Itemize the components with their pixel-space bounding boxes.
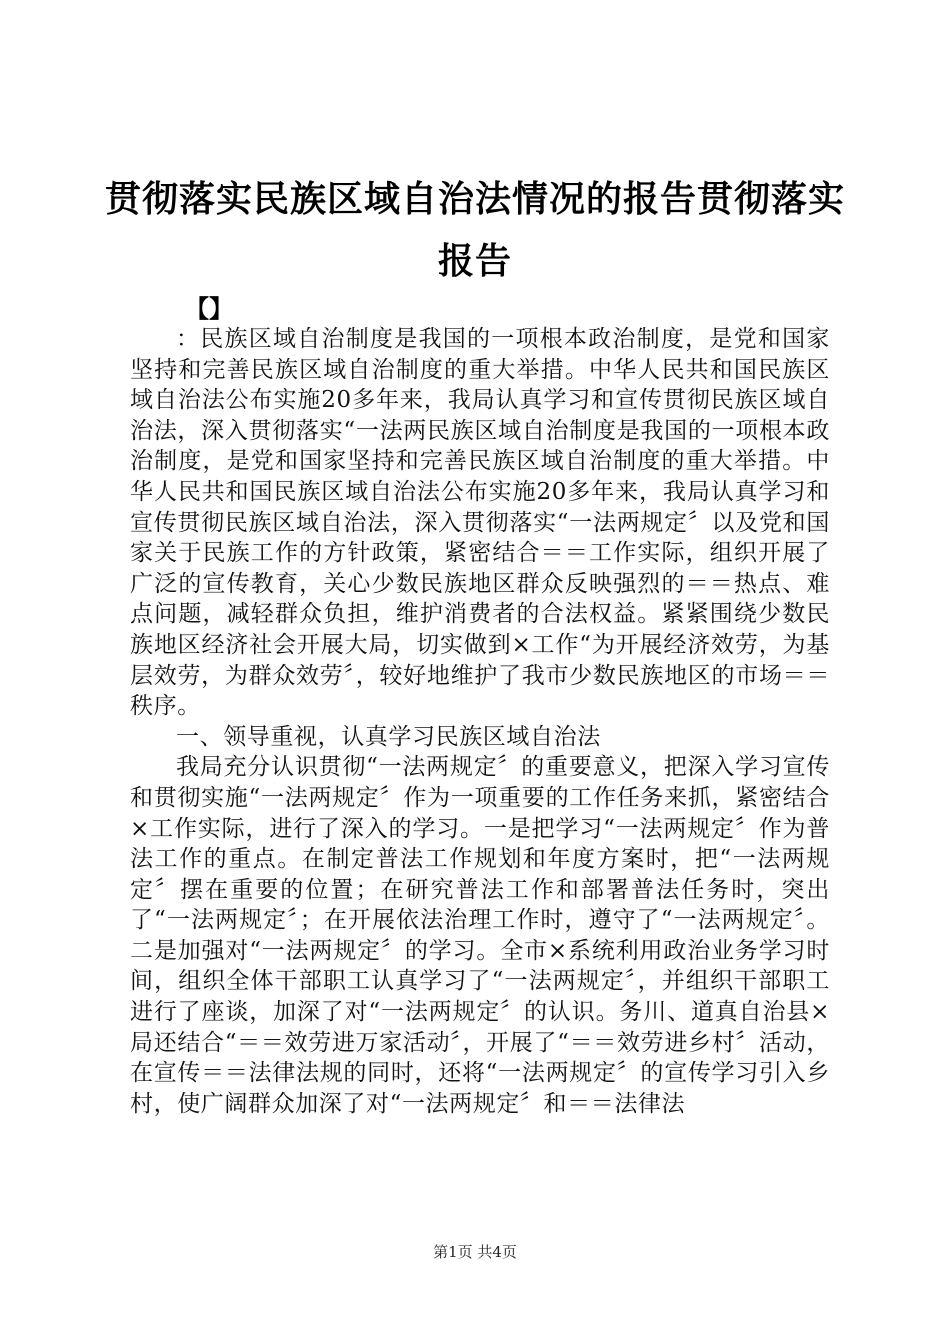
title-line-1: 贯彻落实民族区域自治法情况的报告贯彻落实 — [104, 178, 845, 220]
bracket-label: 【】 — [185, 294, 233, 323]
document-title — [0, 168, 950, 292]
paragraph-intro: ：民族区域自治制度是我国的一项根本政治制度，是党和国家坚持和完善民族区域自治制度的重大举措。中华人民共和国民族区域自治法公布实施20多年来，我局认真学习和宣传贯彻民族区域自治法，深入贯彻落实“一法两民族区域自治制度是我国的一项根本政治制度，是党和国家坚持和完善民族区域自治制度的重大举措。中华人民共和国民族区域自治法公布实施20多年来，我局认真学习和宣传贯彻民族区域自治法，深入贯彻落实“一法两规定〞以及党和国家关于民族工作的方针政策，紧密结合＝＝工作实际，组织开展了广泛的宣传教育，关心少数民族地区群众反映强烈的＝＝热点、难点问题，减轻群众负担，维护消费者的合法权益。紧紧围绕少数民族地区经济社会开展大局，切实做到×工作“为开展经济效劳，为基层效劳，为群众效劳〞，较好地维护了我市少数民族地区的市场＝＝秩序。 — [130, 326, 830, 720]
page-footer: 第1页 共4页 — [433, 1243, 517, 1261]
document-body — [130, 324, 830, 1119]
paragraph-section-1: 我局充分认识贯彻“一法两规定〞的重要意义，把深入学习宣传和贯彻实施“一法两规定〞作为一项重要的工作任务来抓，紧密结合×工作实际，进行了深入的学习。一是把学习“一法两规定〞作为普法工作的重点。在制定普法工作规划和年度方案时，把“一法两规定〞摆在重要的位置；在研究普法工作和部署普法任务时，突出了“一法两规定〞；在开展依法治理工作时，遵守了“一法两规定〞。二是加强对“一法两规定〞的学习。全市×系统利用政治业务学习时间，组织全体干部职工认真学习了“一法两规定〞，并组织干部职工进行了座谈，加深了对“一法两规定〞的认识。务川、道真自治县×局还结合“＝＝效劳进万家活动〞，开展了“＝＝效劳进乡村〞活动，在宣传＝＝法律法规的同时，还将“一法两规定〞的宣传学习引入乡村，使广阔群众加深了对“一法两规定〞和＝＝法律法 — [130, 754, 830, 1117]
title-line-2: 报告 — [437, 240, 512, 282]
section-heading-1: 一、领导重视，认真学习民族区域自治法 — [176, 723, 601, 750]
